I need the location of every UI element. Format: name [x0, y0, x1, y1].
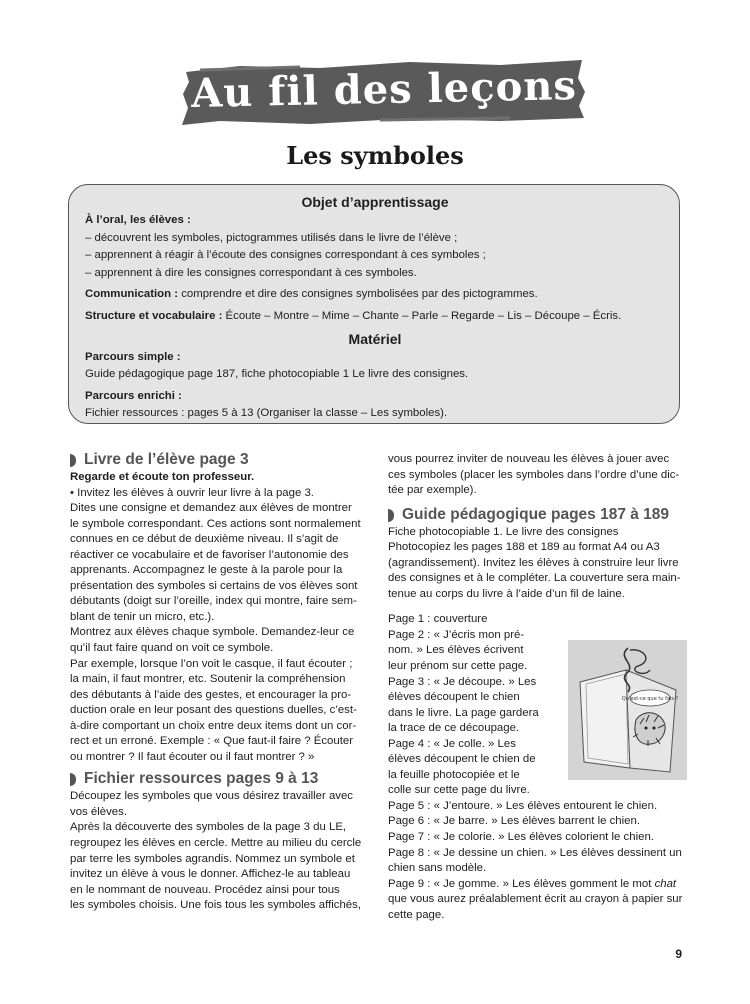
page-line: nom. » Les élèves écrivent [388, 644, 524, 657]
page-line: Page 6 : « Je barre. » Les élèves barrent le chien. [388, 815, 641, 828]
section-marker-icon [70, 773, 76, 786]
text-line: Photocopiez les pages 188 et 189 au format A4 ou A3 [388, 541, 660, 554]
text-line: Par exemple, lorsque l’on voit le casque, il faut écouter ; [70, 657, 353, 670]
oral-item: – apprennent à réagir à l’écoute des consignes correspondant à ces symboles ; [85, 249, 486, 262]
page-line: élèves découpent le chien [388, 691, 520, 704]
page-line: cette page. [388, 908, 445, 921]
text-line: vos élèves. [70, 805, 127, 818]
materiel-heading: Matériel [348, 330, 402, 347]
section-title: Livre de l’élève page 3 [84, 451, 249, 468]
page-9-text: Page 9 : « Je gomme. » Les élèves gomment le mot [388, 877, 655, 890]
text-line: duction orale en leur posant des questions duelles, c’est- [70, 704, 357, 717]
text-line: • Invitez les élèves à ouvrir leur livre à la page 3. [70, 486, 314, 499]
oral-item: – découvrent les symboles, pictogrammes utilisés dans le livre de l’élève ; [85, 231, 458, 244]
oral-item: – apprennent à dire les consignes correspondant à ces symboles. [85, 266, 417, 279]
structure-line [85, 308, 665, 326]
enrichi-text: Fichier ressources : pages 5 à 13 (Organiser la classe – Les symboles). [85, 407, 448, 420]
text-line: le symbole correspondant. Ces actions sont normalement [70, 517, 361, 530]
text-line: par terre les symboles agrandis. Nommez un symbole et [70, 852, 355, 865]
page-line: leur prénom sur cette page. [388, 660, 528, 673]
text-line: ou montrer ? Il faut écouter ou il faut montrer ? » [70, 750, 315, 763]
text-line: qu’il faut faire quand on voit ce symbole. [70, 642, 274, 655]
text-line: (agrandissement). Invitez les élèves à construire leur livre [388, 556, 679, 569]
page-line-9 [388, 877, 688, 893]
text-line: invitez un élève à vous le donner. Affichez-le au tableau [70, 868, 351, 881]
simple-label: Parcours simple : [85, 350, 181, 363]
communication-label: Communication : [85, 288, 179, 301]
text-line: des consignes et à le compléter. La couverture sera main- [388, 572, 681, 585]
banner-title: Au fil des leçons [190, 61, 578, 118]
page-line: chien sans modèle. [388, 862, 487, 875]
instruction-subtitle: Regarde et écoute ton professeur. [70, 471, 255, 483]
section-heading [70, 450, 370, 470]
page-line: Page 5 : « J’entoure. » Les élèves entourent le chien. [388, 799, 658, 812]
text-line: Après la découverte des symboles de la page 3 du LE, [70, 821, 347, 834]
text-line: Montrez aux élèves chaque symbole. Demandez-leur ce [70, 626, 355, 639]
section-marker-icon [388, 509, 394, 522]
objet-heading: Objet d’apprentissage [301, 194, 449, 210]
booklet-photo [568, 640, 687, 780]
section-title: Guide pédagogique pages 187 à 189 [402, 505, 670, 523]
text-line: regroupez les élèves en cercle. Mettre au milieu du cercle [70, 837, 362, 850]
page-title: Les symboles [286, 141, 464, 170]
page-line: Page 1 : couverture [388, 613, 488, 626]
page-line: Page 8 : « Je dessine un chien. » Les élèves dessinent un [388, 846, 682, 859]
page-line: Page 2 : « J’écris mon pré- [388, 628, 525, 641]
section-marker-icon [70, 454, 76, 467]
text-line: les symboles choisis. Une fois tous les symboles affichés, [70, 899, 362, 912]
text-line: vous pourrez inviter de nouveau les élèves à jouer avec [388, 453, 670, 465]
booklet-illustration [568, 640, 687, 780]
left-column [70, 450, 370, 914]
page-line: colle sur cette page du livre. [388, 784, 530, 797]
text-line: connues en ce début de deuxième niveau. Il s’agit de [70, 533, 339, 546]
photo-caption: Qu’est-ce que tu fais ? [621, 696, 679, 702]
page-line: élèves découpent le chien de [388, 753, 536, 766]
section-heading [70, 769, 370, 789]
simple-text: Guide pédagogique page 187, fiche photocopiable 1 Le livre des consignes. [85, 368, 469, 381]
chapter-banner [180, 58, 588, 128]
structure-label: Structure et vocabulaire : [85, 309, 223, 322]
text-line: à-dire comportant un choix entre deux items dont un cor- [70, 719, 357, 732]
text-line: rect et un erroné. Exemple : « Que faut-il faire ? Écouter [70, 735, 354, 748]
page-9-word: chat [654, 877, 677, 890]
page-line: Page 3 : « Je découpe. » Les [388, 675, 537, 688]
page-line: la feuille photocopiée et le [388, 768, 520, 781]
text-line: Fiche photocopiable 1. Le livre des consignes [388, 525, 619, 538]
text-line: Dites une consigne et demandez aux élèves de montrer [70, 502, 352, 515]
text-line: apprenants. Accompagnez le geste à la parole pour la [70, 564, 343, 577]
text-line: présentation des symboles si certains de vos élèves sont [70, 579, 358, 592]
text-line: la main, il faut montrer, etc. Soutenir la compréhension [70, 673, 346, 686]
text-line: ces symboles (placer les symboles dans l’ordre d’une dic- [388, 468, 680, 481]
learning-objectives-box [68, 184, 680, 424]
communication-line [85, 286, 665, 304]
page-number: 9 [675, 947, 682, 961]
text-line: débutants (doigt sur l’oreille, index qui montre, faire sem- [70, 595, 357, 608]
communication-text: comprendre et dire des consignes symbolisées par des pictogrammes. [178, 288, 538, 301]
text-line: en le nommant de nouveau. Procédez ainsi pour tous [70, 883, 340, 896]
page-line: que vous aurez préalablement écrit au crayon à papier sur [388, 893, 683, 906]
text-line: des débutants à l’aide des gestes, et encourager la pro- [70, 688, 352, 701]
oral-label: À l’oral, les élèves : [85, 214, 191, 226]
section-title: Fichier ressources pages 9 à 13 [84, 770, 319, 788]
text-line: réactiver ce vocabulaire et de favoriser l’autonomie des [70, 548, 349, 561]
text-line: blant de tenir un micro, etc.). [70, 610, 215, 623]
page-line: Page 7 : « Je colorie. » Les élèves colorient le chien. [388, 831, 654, 844]
page-line: dans le livre. La page gardera [388, 706, 539, 719]
page-line: Page 4 : « Je colle. » Les [388, 737, 516, 750]
text-line: Découpez les symboles que vous désirez travailler avec [70, 790, 354, 803]
enrichi-label: Parcours enrichi : [85, 389, 182, 402]
text-line: tenue au corps du livre à l’aide d’un fil de laine. [388, 587, 625, 600]
page-list-narrow [388, 612, 556, 799]
section-heading [388, 505, 688, 525]
text-line: tée par exemple). [388, 484, 477, 497]
page-line: la trace de ce découpage. [388, 722, 520, 735]
structure-text: Écoute – Montre – Mime – Chante – Parle – Regarde – Lis – Découpe – Écris. [222, 309, 622, 322]
